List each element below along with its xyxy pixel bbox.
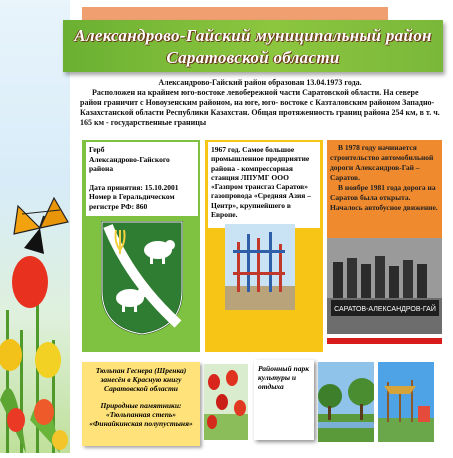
road-opening-photo bbox=[327, 238, 442, 334]
tulip-line-1: Тюльпан Геснера (Шренка) bbox=[95, 366, 187, 375]
gerb-district: Александрово-Гайского района bbox=[89, 154, 170, 173]
road-history-text bbox=[327, 140, 442, 240]
gerb-label: Герб bbox=[89, 145, 105, 154]
road-paragraph-1: В 1978 году начинается строительство автомобильной дороги Александров-Гай – Саратов. bbox=[330, 143, 434, 182]
intro-line-1: Александрово-Гайский район образован 13.04.1973 года. bbox=[158, 78, 362, 87]
gas-station-description: 1967 год. Самое большое промышленное предприятие района - компрессорная станция ЛПУМГ ООО «Газпром трансгаз Саратов» газопровода «Средняя Азия – Центр», крупнейшего в Европе. bbox=[208, 142, 320, 228]
road-history-card bbox=[327, 140, 442, 352]
tulip-line-3: Саратовской области bbox=[104, 384, 178, 393]
tulip-line-2: занесён в Красную книгу bbox=[100, 375, 182, 384]
header-banner bbox=[63, 20, 443, 72]
intro-line-2: Расположен на крайнем юго-востоке левобережной части Саратовской области. На севере район граничит с Новоузенским районом, на юге, юго- востоке с Казталовским районом Западно-Казахстанской области Республики Казахстан. Общая протяженность границ района 254 км, в т. ч. 165 км - государственные границы bbox=[80, 88, 440, 127]
background-flowers bbox=[0, 0, 70, 453]
road-paragraph-2: В ноябре 1981 года дорога на Саратов была открыта. Началось автобусное движение. bbox=[330, 183, 438, 212]
park-photo-2 bbox=[378, 362, 434, 442]
gas-station-photo bbox=[225, 224, 295, 310]
tulip-photo bbox=[204, 364, 248, 440]
park-card: Районный парк культуры и отдыха bbox=[254, 360, 314, 440]
tulip-card bbox=[82, 362, 200, 446]
coat-of-arms-card bbox=[82, 140, 200, 352]
tulip-line-6: «Финайкинская полупустыня» bbox=[89, 419, 193, 428]
road-divider bbox=[327, 338, 442, 344]
intro-text bbox=[80, 78, 440, 128]
page-subtitle: Саратовской области bbox=[166, 48, 340, 67]
gerb-register: Номер в Геральдическом регистре РФ: 860 bbox=[89, 192, 175, 211]
park-photo-1 bbox=[318, 362, 374, 442]
gerb-date: Дата принятия: 15.10.2001 bbox=[89, 182, 179, 192]
tulip-line-5: «Тюльпанная степь» bbox=[105, 410, 177, 419]
flowers-butterfly-illustration bbox=[0, 0, 70, 453]
coat-of-arms-info bbox=[86, 142, 198, 216]
coat-of-arms-image bbox=[100, 220, 184, 336]
tulip-line-4: Природные памятники: bbox=[100, 401, 182, 410]
page-title: Александрово-Гайский муниципальный район bbox=[74, 26, 432, 45]
bottom-strip bbox=[82, 360, 442, 450]
road-sign-text: САРАТОВ-АЛЕКСАНДРОВ-ГАЙ bbox=[334, 306, 436, 313]
gas-station-card bbox=[205, 140, 323, 352]
